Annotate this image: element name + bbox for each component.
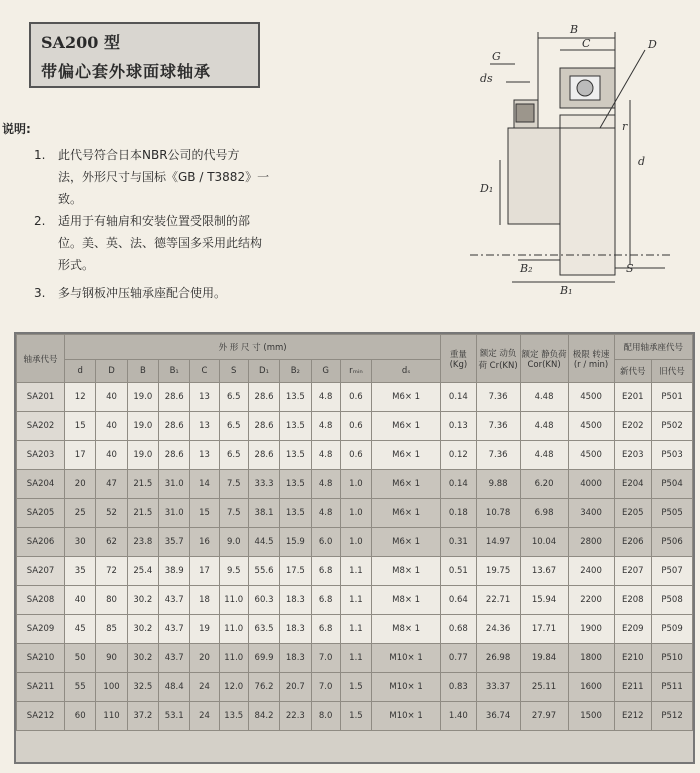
table-cell: E201 (614, 383, 652, 412)
bearing-code-cell: SA203 (17, 441, 65, 470)
table-row (17, 702, 693, 731)
table-cell: 1.0 (340, 499, 371, 528)
header-dim-col: D₁ (248, 360, 279, 383)
label-ds: ds (480, 72, 493, 85)
bearing-cross-section-diagram (470, 20, 698, 300)
table-cell: 4.8 (311, 499, 340, 528)
table-cell: 35 (65, 557, 96, 586)
table-cell: 0.18 (441, 499, 477, 528)
table-cell: 30.2 (127, 586, 158, 615)
bearing-code-cell: SA204 (17, 470, 65, 499)
header-dim-col: d (65, 360, 96, 383)
table-cell: 1.1 (340, 557, 371, 586)
table-cell: P511 (652, 673, 693, 702)
table-cell: 60 (65, 702, 96, 731)
table-cell: 20 (65, 470, 96, 499)
table-cell: 9.0 (219, 528, 248, 557)
table-cell: 0.68 (441, 615, 477, 644)
table-cell: 17 (190, 557, 219, 586)
bearing-code-cell: SA211 (17, 673, 65, 702)
table-cell: 28.6 (248, 383, 279, 412)
table-cell: 13.67 (520, 557, 568, 586)
label-r: r (622, 120, 628, 133)
table-cell: 0.51 (441, 557, 477, 586)
table-cell: P503 (652, 441, 693, 470)
table-cell: 9.5 (219, 557, 248, 586)
note-line: 此代号符合日本NBR公司的代号方 (58, 148, 240, 162)
table-cell: 6.5 (219, 441, 248, 470)
table-cell: 35.7 (159, 528, 190, 557)
table-cell: 52 (96, 499, 127, 528)
table-cell: E205 (614, 499, 652, 528)
table-cell: M10× 1 (372, 673, 441, 702)
table-cell: 4500 (568, 383, 614, 412)
table-cell: 31.0 (159, 470, 190, 499)
table-cell: P501 (652, 383, 693, 412)
note-line: 多与钢板冲压轴承座配合使用。 (58, 286, 227, 300)
table-cell: 30 (65, 528, 96, 557)
table-cell: 4500 (568, 412, 614, 441)
table-cell: 13.5 (280, 383, 311, 412)
note-line: 适用于有轴肩和安装位置受限制的部 (58, 214, 251, 228)
table-cell: 24.36 (476, 615, 520, 644)
table-row (17, 557, 693, 586)
table-cell: 33.3 (248, 470, 279, 499)
table-cell: 0.64 (441, 586, 477, 615)
table-cell: 76.2 (248, 673, 279, 702)
table-row (17, 470, 693, 499)
note-line: 法，外形尺寸与国标《GB / T3882》一 (58, 170, 270, 184)
label-B1: B₁ (560, 284, 573, 297)
label-D: D (648, 38, 657, 51)
table-row (17, 615, 693, 644)
table-cell: 6.20 (520, 470, 568, 499)
table-cell: P504 (652, 470, 693, 499)
bearing-code-cell: SA206 (17, 528, 65, 557)
table-cell: M6× 1 (372, 383, 441, 412)
table-cell: 19.0 (127, 383, 158, 412)
note-line: 致。 (58, 192, 83, 206)
table-cell: 62 (96, 528, 127, 557)
table-cell: 30.2 (127, 615, 158, 644)
table-cell: 4000 (568, 470, 614, 499)
header-housing: 配用轴承座代号 (614, 335, 692, 360)
table-cell: 1.5 (340, 673, 371, 702)
table-cell: 20 (190, 644, 219, 673)
table-cell: 55 (65, 673, 96, 702)
table-cell: 40 (96, 383, 127, 412)
table-row (17, 499, 693, 528)
table-cell: E202 (614, 412, 652, 441)
header-weight: 重量 (Kg) (441, 335, 477, 383)
table-cell: 23.8 (127, 528, 158, 557)
table-cell: 0.6 (340, 412, 371, 441)
table-cell: 24 (190, 702, 219, 731)
header-dim-col: G (311, 360, 340, 383)
table-cell: 53.1 (159, 702, 190, 731)
table-cell: 26.98 (476, 644, 520, 673)
table-cell: 43.7 (159, 644, 190, 673)
title-box (29, 22, 260, 88)
note-number: 3. (34, 286, 46, 300)
table-cell: 28.6 (159, 383, 190, 412)
table-row (17, 383, 693, 412)
table-cell: 12.0 (219, 673, 248, 702)
title-description: 带偏心套外球面球轴承 (41, 62, 212, 81)
header-dim-col: D (96, 360, 127, 383)
title-model: SA200 型 (41, 33, 120, 52)
table-cell: 7.0 (311, 673, 340, 702)
table-cell: 17 (65, 441, 96, 470)
table-cell: P506 (652, 528, 693, 557)
table-cell: 43.7 (159, 586, 190, 615)
specification-table-frame (14, 332, 695, 764)
table-cell: 1.1 (340, 644, 371, 673)
table-cell: 9.88 (476, 470, 520, 499)
table-cell: 6.8 (311, 586, 340, 615)
table-cell: 33.37 (476, 673, 520, 702)
table-cell: M6× 1 (372, 470, 441, 499)
table-cell: 40 (96, 412, 127, 441)
table-cell: E207 (614, 557, 652, 586)
table-cell: 24 (190, 673, 219, 702)
table-cell: 0.31 (441, 528, 477, 557)
table-cell: 100 (96, 673, 127, 702)
label-C: C (582, 37, 591, 50)
table-cell: 28.6 (248, 441, 279, 470)
table-cell: 1800 (568, 644, 614, 673)
table-cell: E204 (614, 470, 652, 499)
table-cell: 13 (190, 412, 219, 441)
table-cell: M8× 1 (372, 557, 441, 586)
table-cell: 4.8 (311, 441, 340, 470)
table-cell: 18.3 (280, 615, 311, 644)
table-cell: 25 (65, 499, 96, 528)
table-cell: 11.0 (219, 644, 248, 673)
table-cell: 4.48 (520, 412, 568, 441)
header-dim-col: B₂ (280, 360, 311, 383)
table-cell: 13.5 (280, 441, 311, 470)
table-cell: 1.40 (441, 702, 477, 731)
table-cell: P505 (652, 499, 693, 528)
table-cell: 10.78 (476, 499, 520, 528)
header-dim-col: B₁ (159, 360, 190, 383)
table-cell: 20.7 (280, 673, 311, 702)
table-cell: 43.7 (159, 615, 190, 644)
table-cell: 6.8 (311, 557, 340, 586)
bearing-code-cell: SA201 (17, 383, 65, 412)
header-speed: 极限 转速 (r / min) (568, 335, 614, 383)
table-cell: M6× 1 (372, 412, 441, 441)
table-cell: 38.1 (248, 499, 279, 528)
table-cell: 2400 (568, 557, 614, 586)
table-row (17, 586, 693, 615)
table-cell: 12 (65, 383, 96, 412)
table-cell: E212 (614, 702, 652, 731)
note-number: 2. (34, 214, 46, 228)
table-cell: 48.4 (159, 673, 190, 702)
table-cell: 36.74 (476, 702, 520, 731)
table-cell: M6× 1 (372, 441, 441, 470)
table-cell: 6.8 (311, 615, 340, 644)
table-cell: 2200 (568, 586, 614, 615)
table-cell: 4.8 (311, 383, 340, 412)
header-dynamic-load: 额定 动负荷 Cr(KN) (476, 335, 520, 383)
table-cell: 0.77 (441, 644, 477, 673)
table-cell: 37.2 (127, 702, 158, 731)
table-cell: 28.6 (159, 412, 190, 441)
table-cell: 90 (96, 644, 127, 673)
table-cell: E203 (614, 441, 652, 470)
bearing-code-cell: SA208 (17, 586, 65, 615)
table-cell: E208 (614, 586, 652, 615)
table-cell: 16 (190, 528, 219, 557)
table-cell: 7.36 (476, 441, 520, 470)
bearing-code-cell: SA207 (17, 557, 65, 586)
table-cell: 4500 (568, 441, 614, 470)
table-cell: 13 (190, 441, 219, 470)
table-cell: 19.75 (476, 557, 520, 586)
table-row (17, 673, 693, 702)
table-cell: 40 (65, 586, 96, 615)
table-cell: 0.6 (340, 441, 371, 470)
bearing-code-cell: SA209 (17, 615, 65, 644)
table-row (17, 528, 693, 557)
table-cell: 31.0 (159, 499, 190, 528)
table-cell: M6× 1 (372, 499, 441, 528)
table-cell: 8.0 (311, 702, 340, 731)
table-cell: E210 (614, 644, 652, 673)
table-cell: 15.94 (520, 586, 568, 615)
table-cell: 1900 (568, 615, 614, 644)
table-cell: 110 (96, 702, 127, 731)
table-cell: 30.2 (127, 644, 158, 673)
table-cell: E209 (614, 615, 652, 644)
header-static-load: 额定 静负荷 Cor(KN) (520, 335, 568, 383)
table-cell: 50 (65, 644, 96, 673)
table-cell: 13 (190, 383, 219, 412)
table-cell: 19 (190, 615, 219, 644)
label-G: G (492, 50, 501, 63)
bearing-code-cell: SA212 (17, 702, 65, 731)
table-cell: 40 (96, 441, 127, 470)
header-dim-col: S (219, 360, 248, 383)
table-cell: 1.1 (340, 586, 371, 615)
table-cell: 45 (65, 615, 96, 644)
table-cell: M10× 1 (372, 644, 441, 673)
table-cell: 7.5 (219, 499, 248, 528)
table-cell: 17.5 (280, 557, 311, 586)
note-item (34, 144, 344, 210)
bearing-code-cell: SA205 (17, 499, 65, 528)
header-dim-col: B (127, 360, 158, 383)
table-cell: 19.0 (127, 441, 158, 470)
table-cell: 15.9 (280, 528, 311, 557)
table-cell: 47 (96, 470, 127, 499)
table-cell: 7.5 (219, 470, 248, 499)
note-item (34, 282, 344, 304)
header-housing-col: 新代号 (614, 360, 652, 383)
table-cell: P512 (652, 702, 693, 731)
table-cell: 44.5 (248, 528, 279, 557)
table-cell: 10.04 (520, 528, 568, 557)
table-cell: 32.5 (127, 673, 158, 702)
table-cell: 6.98 (520, 499, 568, 528)
table-cell: 13.5 (280, 499, 311, 528)
table-cell: 0.6 (340, 383, 371, 412)
table-row (17, 644, 693, 673)
header-housing-col: 旧代号 (652, 360, 693, 383)
table-cell: 0.83 (441, 673, 477, 702)
table-cell: 1600 (568, 673, 614, 702)
table-cell: 7.36 (476, 383, 520, 412)
table-cell: 14 (190, 470, 219, 499)
table-row (17, 441, 693, 470)
table-cell: 1500 (568, 702, 614, 731)
table-cell: 21.5 (127, 470, 158, 499)
table-cell: 1.0 (340, 470, 371, 499)
table-cell: 4.48 (520, 383, 568, 412)
table-cell: 69.9 (248, 644, 279, 673)
table-cell: 17.71 (520, 615, 568, 644)
table-cell: 3400 (568, 499, 614, 528)
table-cell: M6× 1 (372, 528, 441, 557)
table-cell: 13.5 (219, 702, 248, 731)
table-cell: P502 (652, 412, 693, 441)
table-cell: 13.5 (280, 470, 311, 499)
header-code: 轴承代号 (17, 335, 65, 383)
label-S: S (626, 262, 634, 275)
notes-heading: 说明: (2, 122, 31, 136)
table-cell: 21.5 (127, 499, 158, 528)
table-cell: 22.71 (476, 586, 520, 615)
table-cell: 4.8 (311, 470, 340, 499)
header-dim-col: rₘᵢₙ (340, 360, 371, 383)
table-cell: 60.3 (248, 586, 279, 615)
note-item (34, 210, 344, 276)
table-cell: 1.0 (340, 528, 371, 557)
table-cell: 22.3 (280, 702, 311, 731)
label-B: B (570, 23, 579, 36)
table-cell: P508 (652, 586, 693, 615)
table-cell: E211 (614, 673, 652, 702)
table-cell: 1.1 (340, 615, 371, 644)
table-cell: E206 (614, 528, 652, 557)
table-cell: 6.5 (219, 383, 248, 412)
header-dimensions: 外 形 尺 寸 (mm) (65, 335, 441, 360)
table-cell: 2800 (568, 528, 614, 557)
table-cell: 84.2 (248, 702, 279, 731)
table-cell: M8× 1 (372, 586, 441, 615)
table-cell: M10× 1 (372, 702, 441, 731)
table-cell: P510 (652, 644, 693, 673)
bearing-code-cell: SA210 (17, 644, 65, 673)
table-cell: 38.9 (159, 557, 190, 586)
table-cell: 7.36 (476, 412, 520, 441)
table-cell: M8× 1 (372, 615, 441, 644)
table-cell: 15 (190, 499, 219, 528)
table-cell: 11.0 (219, 586, 248, 615)
label-D1: D₁ (480, 182, 494, 195)
header-dim-col: C (190, 360, 219, 383)
table-cell: 19.0 (127, 412, 158, 441)
table-cell: 28.6 (159, 441, 190, 470)
table-cell: 6.5 (219, 412, 248, 441)
table-cell: 14.97 (476, 528, 520, 557)
table-cell: 4.48 (520, 441, 568, 470)
table-cell: 13.5 (280, 412, 311, 441)
table-cell: 7.0 (311, 644, 340, 673)
specification-table (16, 334, 693, 731)
table-cell: 80 (96, 586, 127, 615)
table-cell: 15 (65, 412, 96, 441)
table-cell: 25.11 (520, 673, 568, 702)
table-cell: P509 (652, 615, 693, 644)
table-cell: 28.6 (248, 412, 279, 441)
table-cell: 72 (96, 557, 127, 586)
label-B2: B₂ (520, 262, 533, 275)
table-cell: 85 (96, 615, 127, 644)
table-cell: 19.84 (520, 644, 568, 673)
table-cell: P507 (652, 557, 693, 586)
label-d: d (638, 155, 646, 168)
table-cell: 18.3 (280, 586, 311, 615)
table-cell: 55.6 (248, 557, 279, 586)
header-dim-col: dₛ (372, 360, 441, 383)
note-line: 位。美、英、法、德等国多采用此结构 (58, 236, 263, 250)
note-line: 形式。 (58, 258, 95, 272)
table-cell: 63.5 (248, 615, 279, 644)
table-cell: 6.0 (311, 528, 340, 557)
table-cell: 0.12 (441, 441, 477, 470)
note-number: 1. (34, 148, 46, 162)
table-cell: 1.5 (340, 702, 371, 731)
bearing-code-cell: SA202 (17, 412, 65, 441)
table-cell: 18 (190, 586, 219, 615)
table-cell: 0.13 (441, 412, 477, 441)
table-cell: 0.14 (441, 383, 477, 412)
table-cell: 25.4 (127, 557, 158, 586)
table-cell: 4.8 (311, 412, 340, 441)
table-cell: 27.97 (520, 702, 568, 731)
table-cell: 0.14 (441, 470, 477, 499)
table-cell: 11.0 (219, 615, 248, 644)
table-cell: 18.3 (280, 644, 311, 673)
table-row (17, 412, 693, 441)
